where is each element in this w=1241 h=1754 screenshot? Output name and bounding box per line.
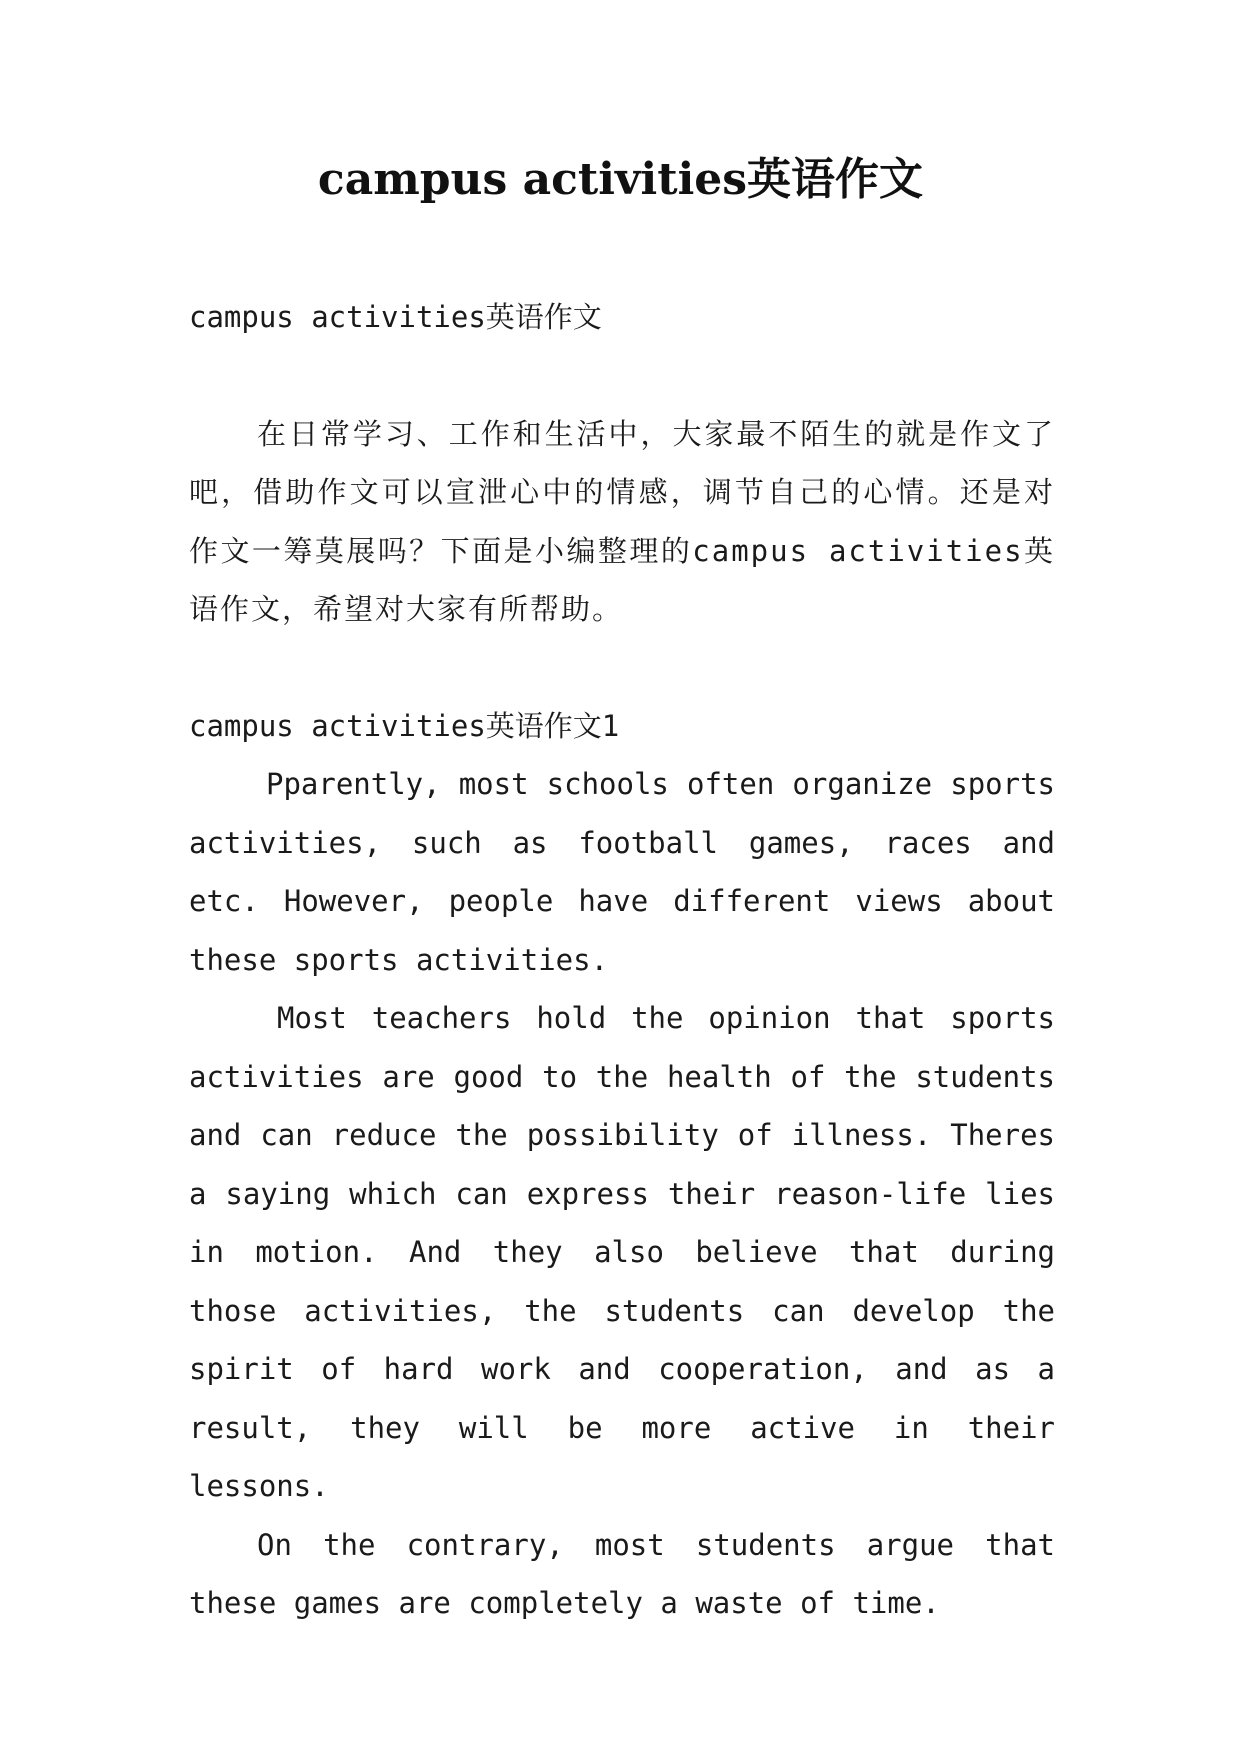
intro-paragraph: 在日常学习、工作和生活中，大家最不陌生的就是作文了吧，借助作文可以宣泄心中的情感，调节自己的心情。还是对作文一筹莫展吗？下面是小编整理的campus activities英语作文，希望对大家有所帮助。 xyxy=(189,416,1055,626)
document-title: campus activities英语作文 xyxy=(317,154,924,205)
document-subtitle: campus activities英语作文 xyxy=(189,300,602,334)
body-paragraph: Most teachers hold the opinion that sports activities are good to the health of the students and can reduce the possibility of illness. Theres a saying which can express their reason-life lies in motion. And they also believe that during those activities, the students can develop the spirit of hard work and cooperation, and as a result, they will be more active in their lessons. xyxy=(189,1001,1055,1503)
spacer xyxy=(189,639,1055,697)
document-body xyxy=(189,288,1055,1633)
spacer xyxy=(189,347,1055,405)
body-paragraph: On the contrary, most students argue that these games are completely a waste of time. xyxy=(189,1527,1055,1620)
section-heading: campus activities英语作文1 xyxy=(189,708,620,743)
body-paragraph: Pparently, most schools often organize sports activities, such as football games, races and etc. However, people have different views about these sports activities. xyxy=(189,767,1055,977)
